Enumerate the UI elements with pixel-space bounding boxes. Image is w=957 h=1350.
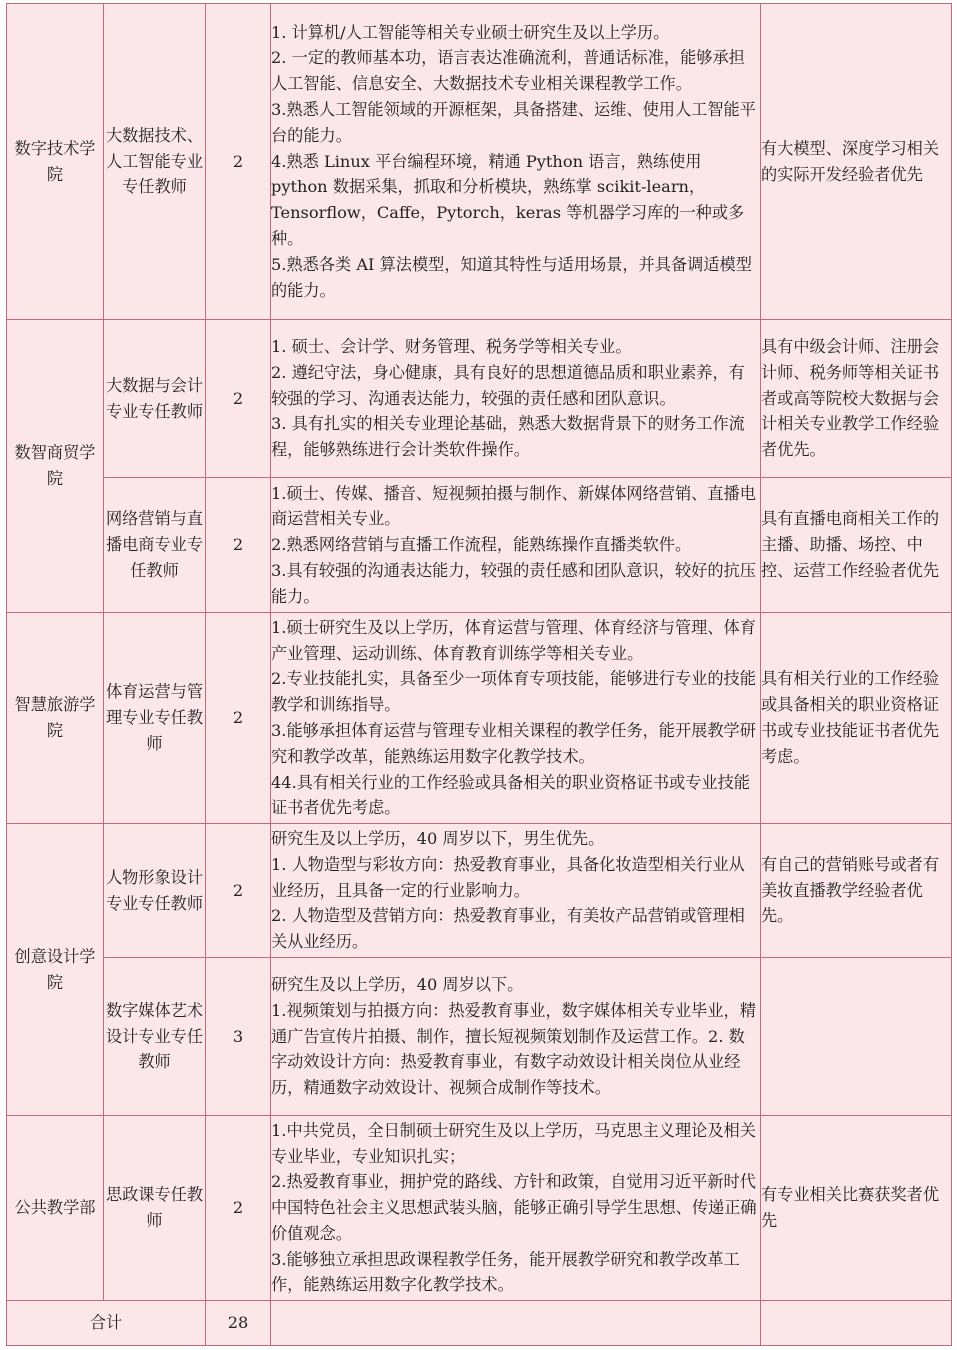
requirements-cell [271, 1116, 761, 1301]
table-body [7, 4, 952, 1346]
count-cell: 3 [206, 958, 271, 1116]
position-cell: 网络营销与直播电商专业专任教师 [104, 478, 206, 613]
total-empty-cell [761, 1301, 952, 1346]
position-cell: 人物形象设计专业专任教师 [104, 824, 206, 958]
requirement-line: 研究生及以上学历，40 周岁以下。 [271, 975, 524, 994]
requirement-line: 1.硕士、传媒、播音、短视频拍摄与制作、新媒体网络营销、直播电商运营相关专业。 [271, 483, 756, 529]
requirement-line: 2. 遵纪守法，身心健康，具有良好的思想道德品质和职业素养，有较强的学习、沟通表达能力，较强的责任感和团队意识。 [271, 362, 745, 408]
department-cell: 智慧旅游学院 [7, 613, 104, 824]
table-row [7, 613, 952, 824]
position-cell: 数字媒体艺术设计专业专任教师 [104, 958, 206, 1116]
requirement-line: 1.视频策划与拍摄方向：热爱教育事业，数字媒体相关专业毕业，精通广告宣传片拍摄、制作，擅长短视频策划制作及运营工作。2. 数字动效设计方向：热爱教育事业，有数字动效设计相关岗位从业经历，精通数字动效设计、视频合成制作等技术。 [271, 1000, 756, 1098]
requirement-line: 3.具有较强的沟通表达能力，较强的责任感和团队意识，较好的抗压能力。 [271, 560, 756, 606]
preference-cell: 有专业相关比赛获奖者优先 [761, 1116, 952, 1301]
requirement-line: 44.具有相关行业的工作经验或具备相关的职业资格证书或专业技能证书者优先考虑。 [271, 772, 750, 818]
position-cell: 体育运营与管理专业专任教师 [104, 613, 206, 824]
requirement-line: 2. 人物造型及营销方向：热爱教育事业，有美妆产品营销或管理相关从业经历。 [271, 906, 745, 952]
position-cell: 思政课专任教师 [104, 1116, 206, 1301]
total-empty-cell [271, 1301, 761, 1346]
preference-cell: 具有中级会计师、注册会计师、税务师等相关证书者或高等院校大数据与会计相关专业教学工作经验者优先。 [761, 320, 952, 478]
preference-cell: 具有相关行业的工作经验或具备相关的职业资格证书或专业技能证书者优先考虑。 [761, 613, 952, 824]
count-cell: 2 [206, 4, 271, 320]
requirement-line: 2. 一定的教师基本功，语言表达准确流利，普通话标准，能够承担人工智能、信息安全、大数据技术专业相关课程教学工作。 [271, 48, 745, 94]
requirement-line: 2.热爱教育事业，拥护党的路线、方针和政策，自觉用习近平新时代中国特色社会主义思想武装头脑，能够正确引导学生思想、传递正确价值观念。 [271, 1172, 757, 1243]
requirements-cell [271, 478, 761, 613]
table-row [7, 4, 952, 320]
position-cell: 大数据技术、人工智能专业专任教师 [104, 4, 206, 320]
requirement-line: 5.熟悉各类 AI 算法模型，知道其特性与适用场景，并具备调适模型的能力。 [271, 254, 752, 300]
requirement-line: 4.熟悉 Linux 平台编程环境，精通 Python 语言，熟练使用 python 数据采集，抓取和分析模块，熟练掌 scikit-learn，Tensorflow，Caffe，Pytorch，keras 等机器学习库的一种或多种。 [271, 151, 745, 248]
requirement-line: 3.能够独立承担思政课程教学任务，能开展教学研究和教学改革工作，能熟练运用数字化教学技术。 [271, 1249, 740, 1295]
count-cell: 2 [206, 1116, 271, 1301]
count-cell: 2 [206, 320, 271, 478]
total-count: 28 [206, 1301, 271, 1346]
requirement-line: 3.熟悉人工智能领域的开源框架，具备搭建、运维、使用人工智能平台的能力。 [271, 100, 756, 145]
table-row [7, 824, 952, 958]
table-row [7, 1116, 952, 1301]
requirements-cell [271, 613, 761, 824]
count-cell: 2 [206, 613, 271, 824]
count-cell: 2 [206, 478, 271, 613]
requirements-cell [271, 4, 761, 320]
requirements-cell [271, 958, 761, 1116]
table-row [7, 320, 952, 478]
requirement-line: 1. 硕士、会计学、财务管理、税务学等相关专业。 [271, 337, 632, 356]
requirement-line: 3.能够承担体育运营与管理专业相关课程的教学任务，能开展教学研究和教学改革，能熟练运用数字化教学技术。 [271, 721, 756, 766]
count-cell: 2 [206, 824, 271, 958]
requirement-line: 1. 人物造型与彩妆方向：热爱教育事业，具备化妆造型相关行业从业经历，且具备一定的行业影响力。 [271, 854, 745, 900]
preference-cell: 有自己的营销账号或者有美妆直播教学经验者优先。 [761, 824, 952, 958]
table-row [7, 478, 952, 613]
preference-cell: 有大模型、深度学习相关的实际开发经验者优先 [761, 4, 952, 320]
requirement-line: 2.熟悉网络营销与直播工作流程，能熟练操作直播类软件。 [271, 535, 692, 555]
requirements-cell [271, 320, 761, 478]
preference-cell [761, 958, 952, 1116]
preference-cell: 具有直播电商相关工作的主播、助播、场控、中控、运营工作经验者优先 [761, 478, 952, 613]
requirement-line: 1.硕士研究生及以上学历，体育运营与管理、体育经济与管理、体育产业管理、运动训练、体育教育训练学等相关专业。 [271, 617, 756, 663]
total-row [7, 1301, 952, 1346]
total-label: 合计 [7, 1301, 206, 1346]
department-cell: 数字技术学院 [7, 4, 104, 320]
department-cell: 公共教学部 [7, 1116, 104, 1301]
position-cell: 大数据与会计专业专任教师 [104, 320, 206, 478]
requirement-line: 1.中共党员，全日制硕士研究生及以上学历，马克思主义理论及相关专业毕业，专业知识扎实； [271, 1120, 756, 1166]
department-cell: 创意设计学院 [7, 824, 104, 1116]
requirement-line: 1. 计算机/人工智能等相关专业硕士研究生及以上学历。 [271, 22, 670, 42]
requirement-line: 2.专业技能扎实，具备至少一项体育专项技能，能够进行专业的技能教学和训练指导。 [271, 669, 756, 715]
requirement-line: 研究生及以上学历，40 周岁以下，男生优先。 [271, 829, 605, 848]
recruitment-table [6, 3, 952, 1346]
table-row [7, 958, 952, 1116]
requirements-cell [271, 824, 761, 958]
requirement-line: 3. 具有扎实的相关专业理论基础，熟悉大数据背景下的财务工作流程，能够熟练进行会计类软件操作。 [271, 414, 745, 460]
department-cell: 数智商贸学院 [7, 320, 104, 613]
